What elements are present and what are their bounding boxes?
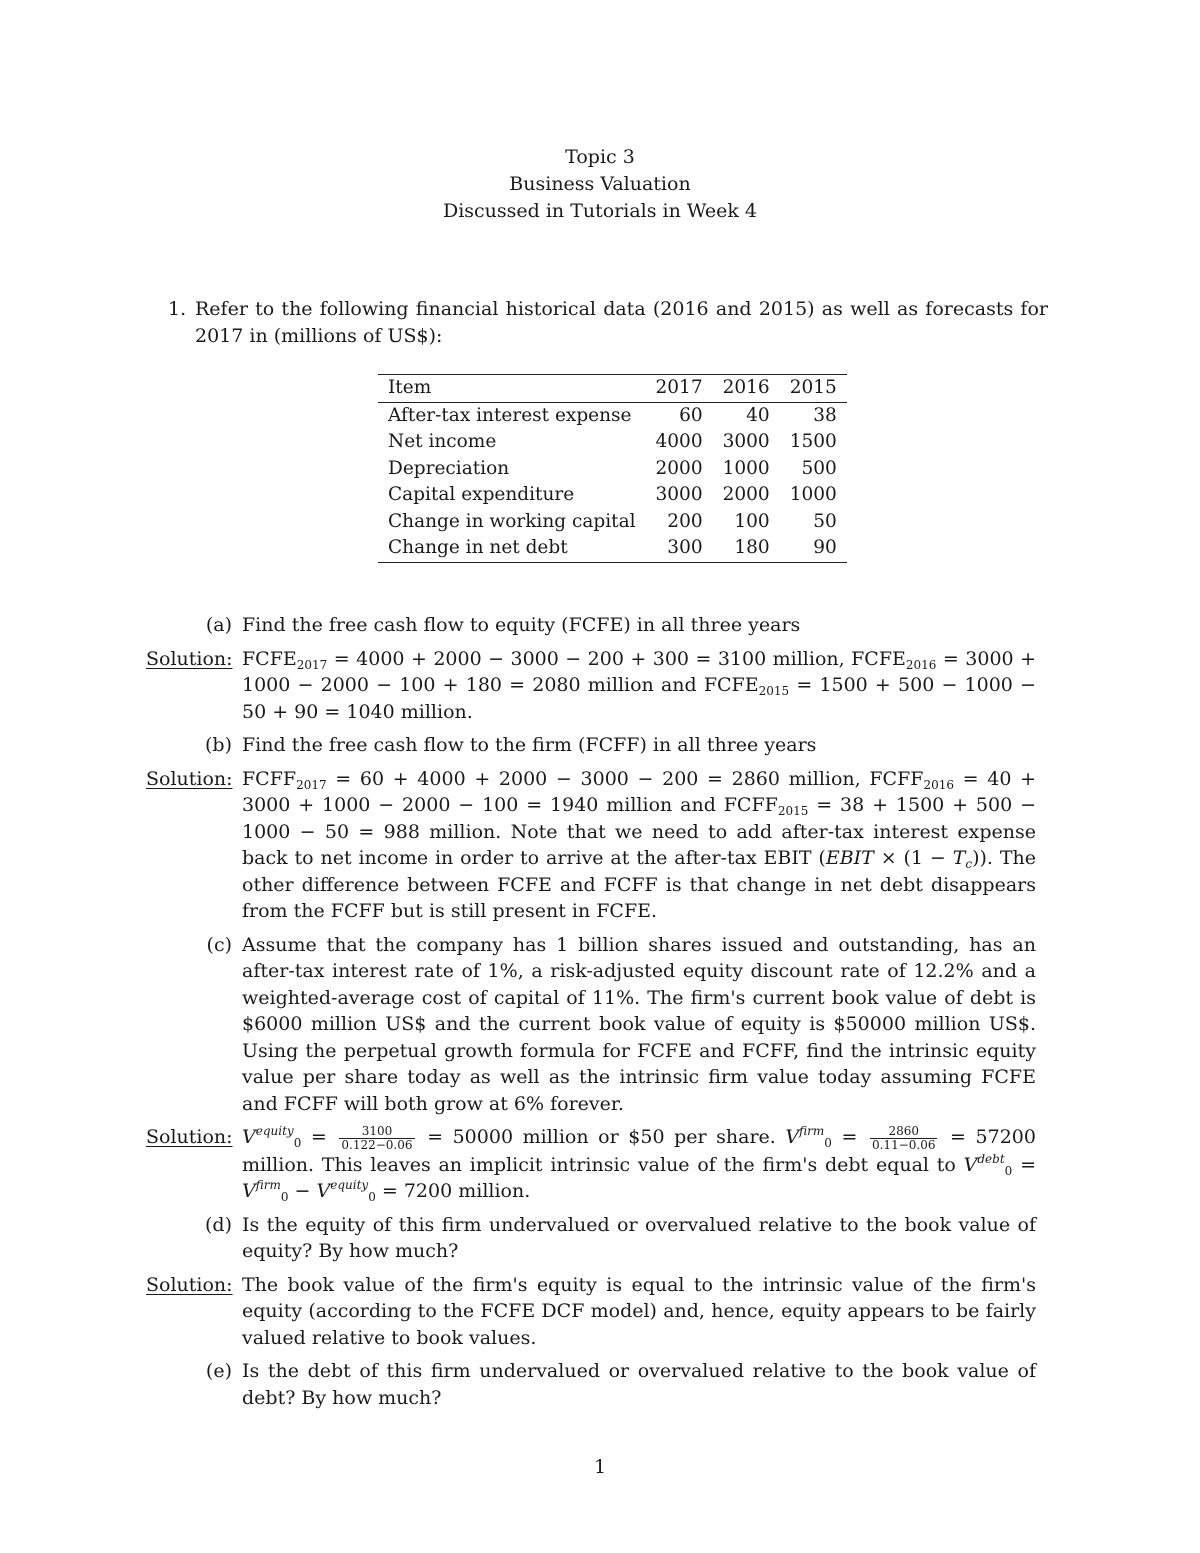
math-var: V	[242, 1180, 256, 1202]
numerator: 2860	[870, 1125, 938, 1139]
table-row	[378, 535, 847, 562]
solution-text: = 4000 + 2000 − 3000 − 200 + 300 = 3100 million, FCFE	[327, 647, 906, 670]
solution-text: = 38 + 1500 + 500 − 1000 − 50 = 988 million. Note that we need to add after-tax interest expense back to net income in order to arrive at the after-tax EBIT (	[242, 794, 1036, 869]
table-row	[378, 429, 847, 456]
table-cell: 50	[813, 510, 837, 532]
table-cell: 2000	[722, 484, 770, 505]
question-number: 1.	[168, 298, 187, 320]
solution-text: )). The other difference between FCFE and FCFF is that change in net debt disappears from the FCFF but is still present in FCFE.	[242, 847, 1037, 922]
subscript: 2015	[758, 684, 790, 698]
page-number: 1	[593, 1456, 607, 1478]
table-cell: 4000	[655, 431, 703, 452]
table-cell: After-tax interest expense	[388, 404, 632, 426]
fraction	[870, 1125, 938, 1152]
table-cell: 90	[813, 537, 837, 558]
part-c-solution	[146, 1124, 1036, 1205]
table-cell: Net income	[388, 431, 497, 452]
solution-text: = 57200 million. This leaves an implicit intrinsic value of the firm's debt equal to	[242, 1126, 1036, 1176]
part-b-question	[146, 732, 1036, 759]
table-row	[378, 482, 847, 509]
part-label: (c)	[206, 933, 232, 956]
part-d-question	[146, 1212, 1036, 1265]
table-cell: 38	[813, 404, 837, 426]
superscript: debt	[977, 1151, 1005, 1166]
part-label: (e)	[205, 1360, 232, 1382]
part-text: Find the free cash flow to the firm (FCFF) in all three years	[242, 734, 817, 756]
question-parts	[146, 612, 1036, 1418]
part-text: Is the equity of this firm undervalued or overvalued relative to the book value of equity? By how much?	[242, 1213, 1036, 1262]
question-1	[168, 296, 1048, 350]
solution-text: −	[288, 1180, 317, 1202]
column-header: 2015	[789, 377, 837, 398]
table-cell: 60	[679, 404, 703, 426]
table-cell: 200	[667, 510, 703, 532]
tutorial-note: Discussed in Tutorials in Week 4	[442, 200, 758, 222]
table-cell: Change in net debt	[388, 537, 568, 558]
table-cell: 3000	[655, 484, 703, 505]
subscript: c	[965, 857, 973, 871]
fraction	[339, 1125, 414, 1152]
part-text: Assume that the company has 1 billion shares issued and outstanding, has an after-tax interest rate of 1%, a risk-adjusted equity discount rate of 12.2% and a weighted-average cost of capital of 11%. The firm's current book value of debt is $6000 million US$ and the current book value of equity is $50000 million US$. Using the perpetual growth formula for FCFE and FCFF, find the intrinsic equity value per share today as well as the intrinsic firm value today assuming FCFE and FCFF will both grow at 6% forever.	[242, 933, 1036, 1115]
solution-text: = 1500 + 500 − 1000 − 50 + 90 = 1040 million.	[242, 674, 1036, 723]
subscript: 0	[293, 1136, 302, 1150]
denominator: 0.122−0.06	[341, 1137, 413, 1152]
part-text: Find the free cash flow to equity (FCFE) in all three years	[242, 614, 801, 636]
column-header: 2016	[722, 377, 770, 398]
math-var: EBIT	[825, 847, 874, 869]
solution-text: =	[831, 1126, 867, 1148]
solution-label: Solution:	[146, 767, 233, 790]
table-cell: 1500	[789, 431, 837, 452]
table-cell: Depreciation	[388, 457, 510, 479]
table-cell: Capital expenditure	[388, 484, 575, 505]
solution-text: × (1 −	[873, 847, 953, 869]
part-label: (a)	[205, 614, 232, 636]
subscript: 0	[280, 1190, 289, 1204]
subscript: 2017	[296, 777, 327, 792]
subscript: 2016	[923, 777, 954, 792]
part-c-question	[146, 932, 1036, 1118]
part-label: (d)	[205, 1213, 232, 1236]
subject-title: Business Valuation	[509, 173, 691, 195]
solution-text: =	[1012, 1153, 1036, 1176]
part-d-solution	[146, 1272, 1036, 1352]
table-cell: 100	[734, 510, 770, 532]
part-label: (b)	[205, 734, 232, 756]
table-cell: 2000	[655, 457, 703, 479]
table-row	[378, 402, 847, 429]
superscript: firm	[799, 1124, 825, 1138]
part-b-solution	[146, 766, 1036, 925]
topic-title: Topic 3	[565, 146, 635, 168]
table-cell: Change in working capital	[388, 510, 636, 532]
superscript: equity	[330, 1178, 369, 1192]
subscript: 0	[824, 1136, 832, 1150]
part-a-question	[146, 612, 1036, 639]
table-cell: 40	[746, 404, 770, 426]
subscript: 0	[1004, 1163, 1013, 1178]
table-cell: 1000	[722, 457, 770, 479]
table-cell: 180	[734, 537, 770, 558]
table-cell: 300	[667, 537, 703, 558]
question-text: Refer to the following financial historical data (2016 and 2015) as well as forecasts for 2017 in (millions of US$):	[195, 298, 1048, 347]
solution-label: Solution:	[146, 1126, 233, 1148]
denominator: 0.11−0.06	[871, 1137, 936, 1152]
math-var: T	[952, 847, 966, 869]
solution-text: = 3000 + 1000 − 2000 − 100 + 180 = 2080 million and FCFE	[242, 647, 1036, 696]
solution-text: FCFF	[242, 767, 297, 790]
subscript: 2016	[905, 657, 937, 672]
subscript: 0	[368, 1190, 376, 1204]
math-var: V	[963, 1153, 978, 1176]
solution-text: = 7200 million.	[375, 1180, 531, 1202]
solution-text: =	[301, 1126, 337, 1148]
table-cell: 500	[801, 457, 837, 479]
table-cell: 1000	[789, 484, 837, 505]
part-a-solution	[146, 646, 1036, 726]
table-row	[378, 456, 847, 483]
solution-label: Solution:	[146, 647, 233, 670]
table-header-row	[378, 375, 847, 403]
superscript: firm	[255, 1178, 281, 1192]
math-var: V	[785, 1126, 800, 1148]
column-header: Item	[388, 377, 432, 398]
financial-data-table	[378, 374, 847, 563]
superscript: equity	[255, 1124, 294, 1138]
part-text: Is the debt of this firm undervalued or overvalued relative to the book value of debt? By how much?	[242, 1360, 1036, 1409]
subscript: 2015	[777, 804, 809, 818]
subscript: 2017	[296, 657, 328, 672]
solution-text: = 60 + 4000 + 2000 − 3000 − 200 = 2860 million, FCFF	[326, 767, 924, 790]
solution-text: = 50000 million or $50 per share.	[417, 1126, 786, 1148]
table-row	[378, 509, 847, 536]
column-header: 2017	[655, 377, 703, 398]
solution-text: = 40 + 3000 + 1000 − 2000 − 100 = 1940 million and FCFF	[242, 767, 1036, 816]
math-var: V	[316, 1180, 331, 1202]
math-var: V	[242, 1126, 256, 1148]
part-e-question	[146, 1358, 1036, 1411]
document-header	[0, 144, 1200, 225]
solution-text: The book value of the firm's equity is equal to the intrinsic value of the firm's equity (according to the FCFE DCF model) and, hence, equity appears to be fairly valued relative to book values.	[242, 1273, 1036, 1349]
solution-text: FCFE	[242, 647, 297, 670]
solution-label: Solution:	[146, 1273, 233, 1296]
numerator: 3100	[339, 1125, 414, 1139]
table-cell: 3000	[722, 431, 770, 452]
